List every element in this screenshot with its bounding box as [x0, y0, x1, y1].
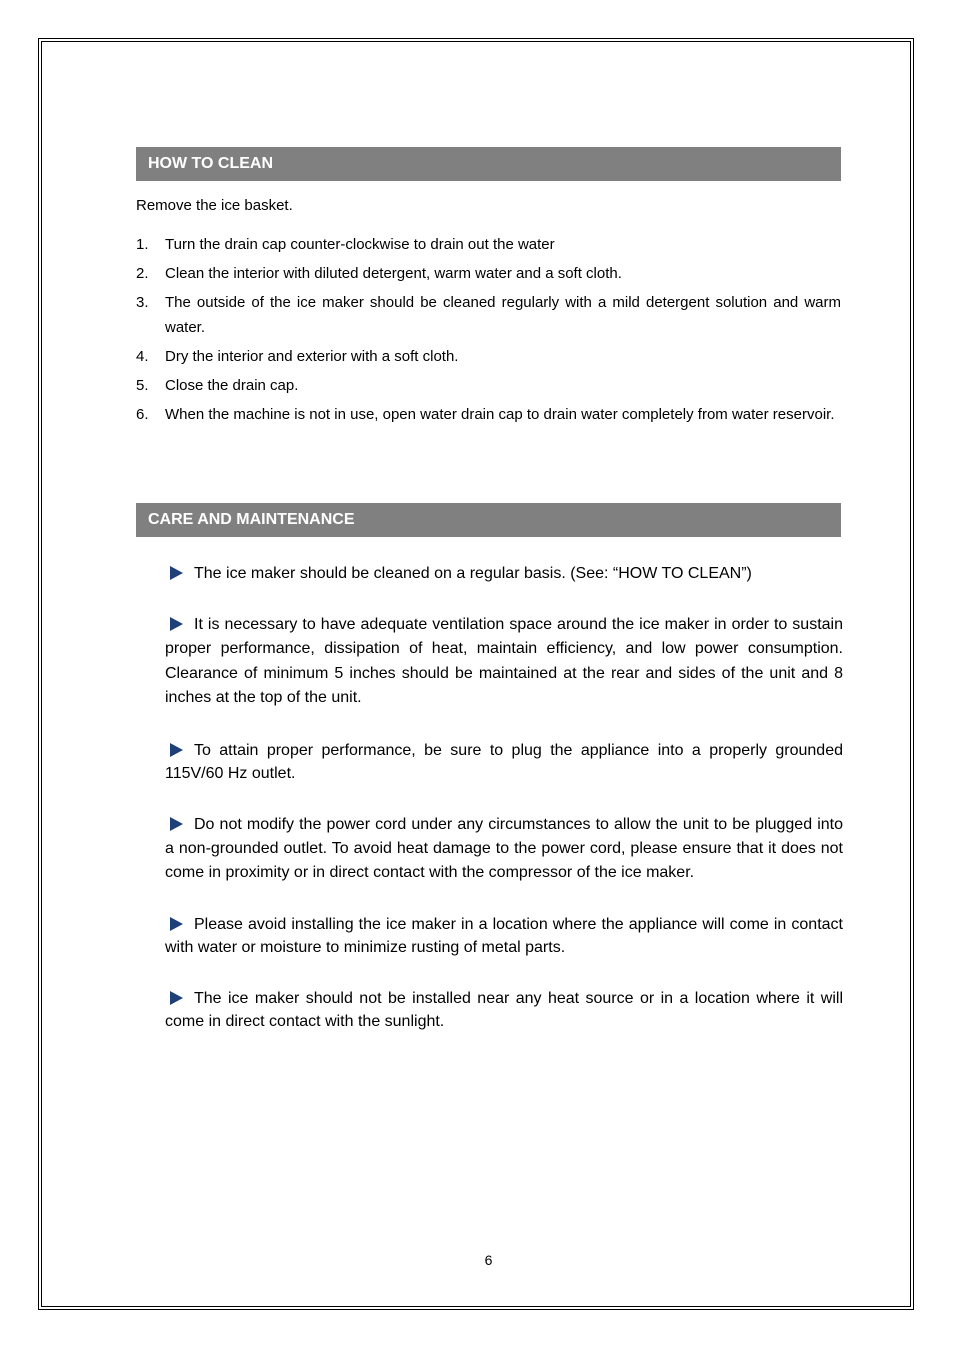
care-maintenance-title: CARE AND MAINTENANCE	[148, 511, 355, 528]
step-text: When the machine is not in use, open water drain cap to drain water completely from water reservoir.	[165, 406, 835, 423]
page-number: 6	[484, 1252, 493, 1268]
step-number: 1.	[136, 236, 149, 253]
how-to-clean-header	[136, 147, 841, 181]
cleaning-step	[136, 232, 841, 257]
step-text: Clean the interior with diluted detergent, warm water and a soft cloth.	[165, 265, 622, 282]
care-item-text: Please avoid installing the ice maker in a location where the appliance will come in contact with water or moisture to minimize rusting of metal parts.	[165, 915, 843, 956]
how-to-clean-title: HOW TO CLEAN	[148, 155, 274, 172]
triangle-bullet-icon	[170, 743, 183, 757]
step-number: 2.	[136, 265, 149, 282]
cleaning-step	[136, 373, 841, 398]
triangle-bullet-icon	[170, 817, 183, 831]
step-number: 3.	[136, 294, 149, 311]
cleaning-step	[136, 261, 841, 286]
care-item-text: The ice maker should not be installed near any heat source or in a location where it will come in direct contact with the sunlight.	[165, 989, 843, 1030]
triangle-bullet-icon	[170, 617, 183, 631]
step-number: 5.	[136, 377, 149, 394]
care-item-text: Do not modify the power cord under any circumstances to allow the unit to be plugged into a non-grounded outlet. To avoid heat damage to the power cord, please ensure that it does not come in proximity or in direct contact with the compressor of the ice maker.	[165, 815, 843, 881]
care-item-text: To attain proper performance, be sure to plug the appliance into a properly grounded 115V/60 Hz outlet.	[165, 741, 843, 782]
care-maintenance-header	[136, 503, 841, 537]
triangle-bullet-icon	[170, 566, 183, 580]
triangle-bullet-icon	[170, 917, 183, 931]
step-number: 6.	[136, 406, 149, 423]
cleaning-step	[136, 290, 841, 340]
care-item	[165, 562, 843, 587]
how-to-clean-intro: Remove the ice basket.	[136, 197, 293, 214]
care-item	[165, 739, 843, 785]
step-text: Turn the drain cap counter-clockwise to drain out the water	[165, 236, 555, 253]
step-text: Dry the interior and exterior with a soft cloth.	[165, 348, 459, 365]
care-item	[165, 613, 843, 711]
care-item	[165, 813, 843, 885]
care-item-text: It is necessary to have adequate ventilation space around the ice maker in order to sustain proper performance, dissipation of heat, maintain efficiency, and low power consumption. Clearance of minimum 5 inches should be maintained at the rear and sides of the unit and 8 inches at the top of the unit.	[165, 615, 843, 706]
care-item	[165, 987, 843, 1033]
step-text: Close the drain cap.	[165, 377, 299, 394]
care-item	[165, 913, 843, 959]
cleaning-step	[136, 402, 841, 427]
cleaning-step	[136, 344, 841, 369]
care-list	[165, 562, 843, 1033]
step-text: The outside of the ice maker should be cleaned regularly with a mild detergent solution and warm water.	[165, 294, 841, 336]
cleaning-steps-list	[136, 232, 841, 431]
triangle-bullet-icon	[170, 991, 183, 1005]
step-number: 4.	[136, 348, 149, 365]
care-item-text: The ice maker should be cleaned on a regular basis. (See: “HOW TO CLEAN”)	[194, 565, 752, 582]
